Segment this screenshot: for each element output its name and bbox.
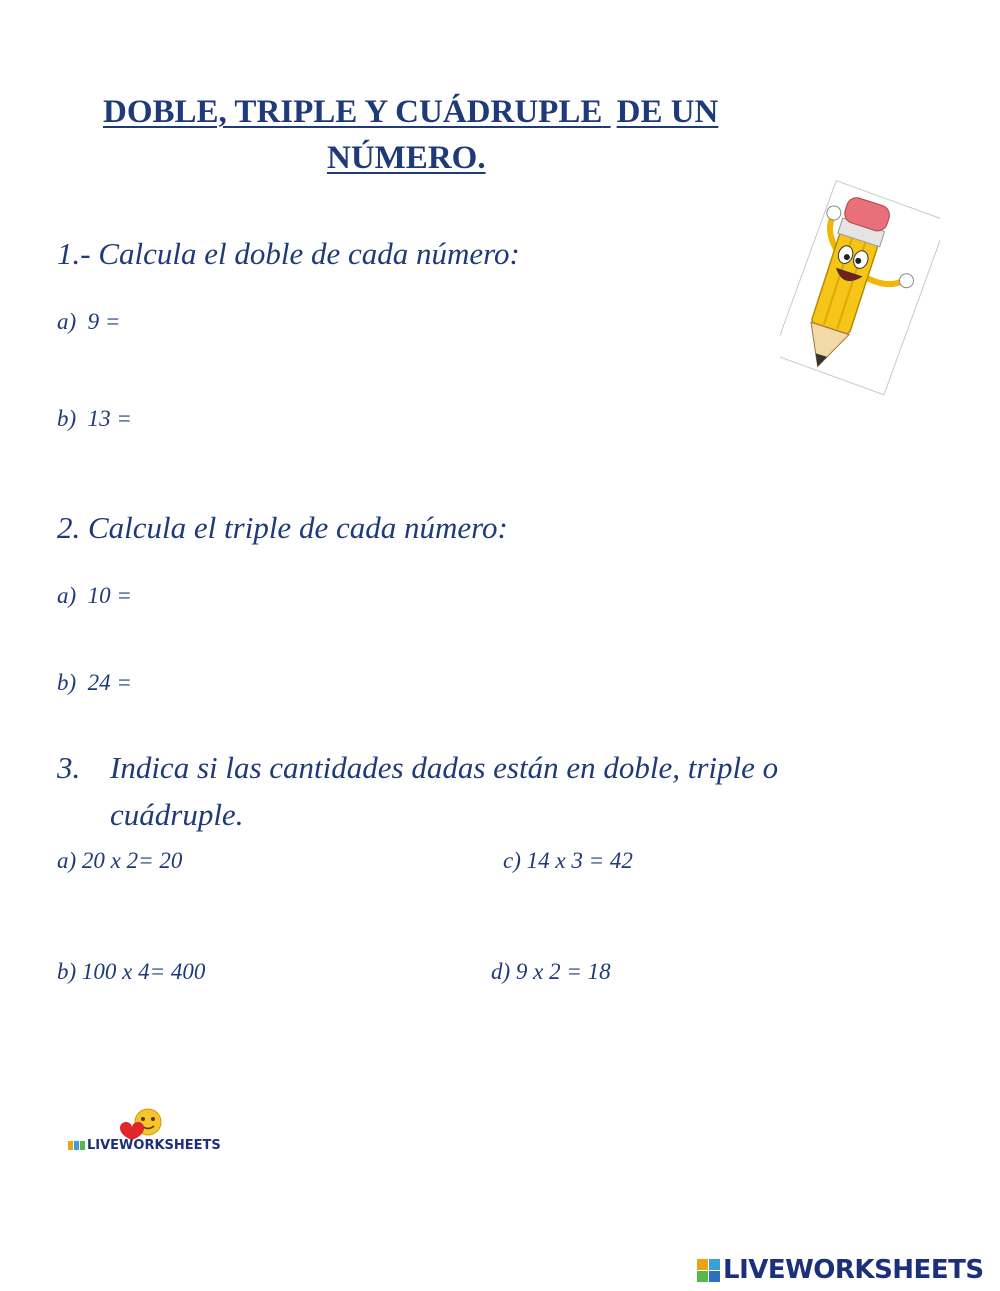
item-expression: 24 = [87, 670, 132, 695]
item-expression: 13 = [87, 406, 132, 431]
item-marker: a) [57, 583, 77, 608]
title-part1: DOBLE, TRIPLE Y CUÁDRUPLE [103, 94, 603, 130]
section2-item-a [57, 584, 132, 607]
section3-item-d: d) 9 x 2 = 18 [491, 959, 611, 984]
section2-item-b [57, 671, 132, 694]
item-marker: b) [57, 670, 77, 695]
section3-item-a: a) 20 x 2= 20 [57, 848, 183, 873]
liveworksheets-logo-icon [697, 1259, 720, 1282]
section3-number: 3. [57, 750, 81, 785]
item-expression: 10 = [87, 583, 132, 608]
logo-small [68, 1139, 221, 1152]
item-marker: a) [57, 309, 77, 334]
section2-heading: 2. Calcula el triple de cada número: [57, 510, 508, 545]
title-line1 [103, 96, 718, 129]
section3-heading-line1: Indica si las cantidades dadas están en doble, triple o [110, 750, 779, 785]
item-marker: b) [57, 406, 77, 431]
liveworksheets-logo-icon [68, 1141, 85, 1150]
section1-item-b [57, 407, 132, 430]
pencil-mascot-icon [780, 175, 940, 395]
section3-heading-line2: cuádruple. [110, 797, 244, 832]
section1-item-a [57, 310, 120, 333]
logo-small-text: LIVEWORKSHEETS [87, 1138, 221, 1153]
item-expression: 9 = [87, 309, 121, 334]
section3-item-b: b) 100 x 4= 400 [57, 959, 206, 984]
logo-footer-text: LIVEWORKSHEETS [723, 1255, 984, 1285]
smiley-emoji-icon [112, 1106, 168, 1142]
section3-item-c: c) 14 x 3 = 42 [503, 848, 633, 873]
title-line2: NÚMERO. [327, 140, 486, 176]
logo-footer [697, 1257, 984, 1283]
section1-heading: 1.- Calcula el doble de cada número: [57, 236, 520, 271]
title-part2: DE UN [616, 94, 719, 130]
